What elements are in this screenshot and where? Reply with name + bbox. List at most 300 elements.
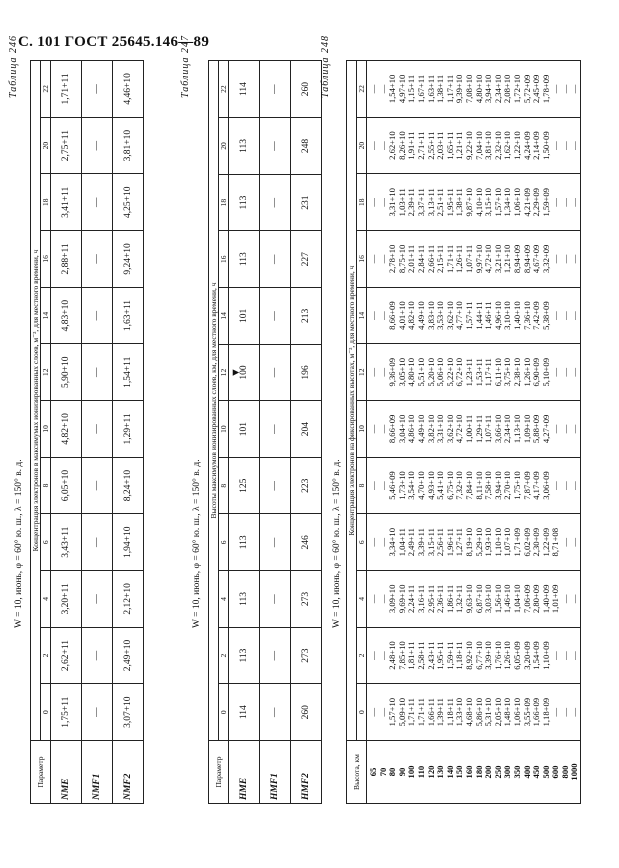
value-cell: —	[368, 651, 378, 660]
value-cell: 1,50+09	[540, 131, 551, 160]
value-cell: 1,04+10	[511, 584, 522, 614]
value-cell: —	[368, 594, 378, 604]
hour-header: 6	[357, 514, 367, 571]
hour-header: 12	[41, 344, 51, 401]
value-cell: —	[368, 197, 378, 207]
value-cell: 2,62+10	[387, 131, 398, 160]
heights-column	[367, 741, 581, 804]
value-cell: —	[82, 514, 113, 571]
value-cell: —	[260, 514, 291, 571]
value-cell: —	[569, 311, 580, 320]
value-cell: 2,01+11	[406, 244, 417, 274]
value-cell: 1,17+11	[483, 358, 494, 387]
height-value: 80	[387, 767, 398, 777]
group-header: Концентрация электронов на фиксированных высотах, м⁻³, для местного времени, ч	[347, 61, 357, 741]
value-column	[367, 571, 581, 628]
value-cell: 1,29+11	[113, 401, 144, 458]
value-cell: —	[559, 707, 570, 717]
value-cell: —	[368, 367, 378, 377]
value-cell: 1,94+10	[113, 514, 144, 571]
value-column	[367, 287, 581, 344]
value-cell: 4,10+10	[473, 188, 484, 217]
table-row	[367, 61, 581, 804]
value-cell: —	[368, 424, 378, 434]
value-cell: —	[559, 367, 570, 377]
value-cell: 5,20+10	[425, 358, 436, 387]
value-cell: —	[569, 707, 580, 717]
value-cell: 1,46+10	[502, 584, 513, 614]
value-cell: —	[559, 84, 570, 94]
value-cell: 2,32+10	[492, 131, 503, 160]
value-cell: 6,77+10	[473, 641, 484, 670]
value-cell: —	[82, 627, 113, 684]
value-cell: 9,87+10	[463, 188, 474, 217]
hour-header: 18	[219, 174, 229, 231]
value-cell: 1,54+10	[387, 74, 398, 104]
value-cell: 3,15+10	[483, 188, 494, 217]
value-cell: 260	[291, 684, 322, 741]
value-cell: —	[377, 424, 388, 434]
hour-header: 6	[219, 514, 229, 571]
value-cell: 1,07+11	[463, 244, 474, 274]
value-cell: 3,21+10	[492, 244, 503, 274]
value-cell: 3,81+10	[113, 117, 144, 174]
value-cell: 3,66+10	[492, 414, 503, 444]
value-cell: 2,43+11	[425, 641, 436, 670]
value-cell: 1,15+11	[406, 74, 417, 103]
value-cell: —	[559, 254, 570, 264]
height-value: 90	[396, 767, 407, 777]
value-cell: —	[368, 254, 378, 264]
value-cell: 2,05+10	[492, 697, 503, 727]
value-cell: 1,21+10	[502, 244, 513, 274]
table-247	[208, 60, 322, 804]
value-cell: 113	[229, 571, 260, 628]
hour-header: 4	[219, 571, 229, 628]
value-cell: 1,54+11	[113, 344, 144, 401]
value-cell: 3,34+10	[387, 527, 398, 557]
value-cell: 1,67+11	[415, 74, 426, 103]
value-cell: 1,10+10	[492, 527, 503, 557]
value-cell: 3,10+10	[502, 301, 513, 330]
value-cell: 5,72+09	[521, 74, 532, 104]
value-cell: 3,75+10	[502, 358, 513, 387]
hour-header: 8	[219, 457, 229, 514]
value-cell: —	[550, 197, 561, 207]
value-column	[367, 61, 581, 118]
value-cell: —	[368, 311, 378, 320]
value-cell: —	[368, 141, 378, 150]
value-cell: 4,72+10	[454, 414, 465, 444]
value-cell: 1,09+10	[521, 414, 532, 444]
value-cell: —	[377, 84, 388, 94]
hour-header: 16	[219, 231, 229, 288]
value-cell: 3,32+09	[540, 244, 551, 274]
value-cell: 9,39+10	[454, 74, 465, 104]
value-cell: 7,32+10	[454, 471, 465, 500]
value-cell: 1,01+09	[550, 584, 561, 614]
value-cell: 113	[229, 514, 260, 571]
value-cell: 3,54+10	[406, 471, 417, 500]
value-cell: 2,34+10	[502, 414, 513, 444]
value-column	[367, 174, 581, 231]
value-cell: 3,41+11	[51, 174, 82, 231]
table-row	[51, 61, 82, 804]
param-name: NME	[51, 741, 82, 804]
value-cell: 1,17+11	[444, 74, 455, 103]
hour-header: 6	[41, 514, 51, 571]
hour-header: 0	[357, 684, 367, 741]
value-cell: —	[260, 288, 291, 345]
value-cell: 4,80+10	[473, 74, 484, 104]
value-cell: 125	[229, 457, 260, 514]
value-cell: 4,25+10	[113, 174, 144, 231]
value-cell: 4,24+09	[521, 131, 532, 160]
value-cell: —	[569, 84, 580, 94]
value-cell: 4,97+10	[396, 74, 407, 104]
hour-header: 16	[41, 231, 51, 288]
value-cell: —	[550, 481, 561, 490]
value-cell: 3,94+10	[492, 471, 503, 500]
value-column	[367, 231, 581, 288]
value-cell: —	[559, 481, 570, 490]
value-cell: 227	[291, 231, 322, 288]
value-column	[367, 684, 581, 741]
value-cell: 1,56+10	[492, 584, 503, 614]
value-cell: 1,73+10	[396, 471, 407, 500]
hour-header: 8	[41, 457, 51, 514]
param-header: Высота, км	[347, 741, 367, 804]
table-246-caption: Таблица 246	[8, 35, 19, 98]
value-cell: —	[550, 141, 561, 150]
value-cell: 3,94+10	[483, 74, 494, 104]
value-cell: 3,81+10	[483, 131, 494, 160]
height-value: 300	[502, 765, 513, 779]
value-cell: 9,69+10	[396, 584, 407, 614]
table-246-subtitle: W = 10, июнь, φ = 60° ю. ш., λ = 150° в. д.	[14, 459, 24, 628]
value-cell: —	[368, 481, 378, 490]
value-cell: 1,95+11	[444, 188, 455, 217]
value-cell: —	[260, 61, 291, 118]
value-cell: 231	[291, 174, 322, 231]
value-cell: 213	[291, 288, 322, 345]
table-row	[260, 61, 291, 804]
value-cell: 7,58+10	[483, 471, 494, 500]
value-cell: 204	[291, 401, 322, 458]
table-247-caption: Таблица 247	[180, 35, 191, 98]
value-cell: 114	[229, 61, 260, 118]
value-cell: —	[569, 141, 580, 150]
hour-header: 20	[219, 118, 229, 175]
param-header: Параметр	[209, 741, 229, 804]
value-cell: —	[569, 481, 580, 490]
value-cell: 1,32+11	[454, 584, 465, 613]
value-cell: 1,18+09	[540, 697, 551, 727]
value-cell: —	[82, 457, 113, 514]
value-cell: 8,94+09	[521, 244, 532, 274]
value-cell: 3,31+10	[387, 188, 398, 217]
value-column	[367, 401, 581, 458]
value-column	[367, 117, 581, 174]
value-cell: 2,12+10	[113, 571, 144, 628]
value-cell: —	[82, 117, 113, 174]
value-cell: 6,87+10	[473, 584, 484, 614]
hour-header: 10	[357, 401, 367, 458]
value-cell: 1,40+10	[511, 301, 522, 330]
value-cell: 3,16+11	[415, 584, 426, 613]
value-cell: 2,14+09	[531, 131, 542, 160]
value-cell: 3,82+10	[425, 414, 436, 444]
value-cell: 1,53+11	[473, 358, 484, 387]
value-cell: 1,34+10	[502, 188, 513, 217]
value-cell: —	[550, 254, 561, 264]
value-cell: 3,06+09	[540, 471, 551, 500]
value-cell: 1,04+11	[396, 528, 407, 557]
value-cell: 5,51+10	[415, 358, 426, 387]
hour-header: 10	[41, 401, 51, 458]
hour-header: 0	[41, 684, 51, 741]
value-cell: —	[260, 174, 291, 231]
value-cell: 1,21+11	[454, 131, 465, 160]
value-cell: 4,83+10	[51, 287, 82, 344]
value-cell: 3,03+10	[483, 584, 494, 614]
value-cell: 8,92+10	[463, 641, 474, 670]
value-cell: 3,62+10	[444, 414, 455, 444]
value-cell: 3,37+11	[415, 188, 426, 217]
value-cell: 7,06+09	[521, 584, 532, 614]
value-cell: 1,29+11	[473, 414, 484, 443]
value-cell: 1,38+11	[435, 74, 446, 103]
value-cell: —	[377, 367, 388, 377]
value-cell: 2,95+11	[425, 584, 436, 613]
value-cell: 3,43+11	[51, 514, 82, 571]
value-cell: 2,88+11	[51, 231, 82, 288]
value-cell: 4,86+10	[406, 414, 417, 444]
value-cell: 1,22+10	[511, 131, 522, 160]
value-cell: —	[260, 231, 291, 288]
value-cell: 1,38+11	[454, 188, 465, 217]
hour-header: 2	[219, 627, 229, 684]
value-cell: 9,97+10	[473, 244, 484, 274]
value-cell: —	[569, 651, 580, 660]
value-cell: 113	[229, 118, 260, 175]
value-cell: 3,15+11	[425, 528, 436, 557]
value-cell: 5,88+09	[531, 414, 542, 444]
value-cell: 8,66+09	[387, 301, 398, 330]
value-cell: —	[559, 594, 570, 604]
value-cell: 4,72+10	[483, 244, 494, 274]
value-cell: 7,42+09	[531, 301, 542, 330]
table-248-caption: Таблица 248	[320, 35, 331, 98]
value-cell: —	[260, 571, 291, 628]
value-cell: 2,03+11	[435, 131, 446, 160]
value-cell: 9,22+10	[463, 131, 474, 160]
value-cell: 6,02+09	[521, 527, 532, 557]
value-cell: 5,86+10	[473, 697, 484, 727]
stray-mark: ▼	[230, 367, 242, 378]
value-cell: —	[569, 197, 580, 207]
value-cell: —	[559, 424, 570, 434]
value-cell: —	[82, 231, 113, 288]
param-name: HMF1	[260, 741, 291, 804]
value-cell: 4,67+09	[531, 244, 542, 274]
value-cell: —	[82, 287, 113, 344]
value-cell: 6,72+10	[454, 358, 465, 387]
value-cell: 1,72+10	[511, 74, 522, 104]
value-cell: 4,70+10	[415, 471, 426, 500]
param-name: HMF2	[291, 741, 322, 804]
value-cell: —	[559, 651, 570, 660]
value-cell: 1,40+09	[540, 584, 551, 614]
value-cell: —	[82, 344, 113, 401]
value-cell: —	[569, 537, 580, 547]
value-cell: 2,39+11	[406, 188, 417, 217]
value-cell: 4,46+10	[113, 61, 144, 118]
value-cell: —	[260, 627, 291, 684]
param-name: NMF2	[113, 741, 144, 804]
height-value: 350	[511, 765, 522, 779]
value-cell: 4,82+10	[51, 401, 82, 458]
table-row	[291, 61, 322, 804]
value-cell: 1,18+11	[454, 641, 465, 670]
height-value: 450	[531, 765, 542, 779]
value-cell: 273	[291, 627, 322, 684]
value-cell: 1,27+11	[454, 528, 465, 557]
value-cell: 4,80+10	[406, 358, 417, 387]
value-cell: 2,38+10	[511, 358, 522, 387]
value-cell: 1,06+10	[511, 697, 522, 727]
value-cell: 3,83+10	[425, 301, 436, 330]
value-column	[367, 514, 581, 571]
value-cell: 4,93+10	[425, 471, 436, 500]
height-value: 600	[550, 765, 561, 779]
value-cell: 1,71+09	[511, 527, 522, 557]
value-cell: 6,90+09	[531, 358, 542, 387]
value-cell: —	[82, 571, 113, 628]
value-cell: 1,22+09	[540, 527, 551, 557]
value-cell: 2,45+09	[531, 74, 542, 104]
value-cell: —	[377, 651, 388, 660]
value-cell: 7,08+10	[463, 74, 474, 104]
value-cell: 1,66+11	[425, 698, 436, 727]
value-cell: 2,84+11	[415, 244, 426, 274]
value-cell: 1,57+10	[492, 188, 503, 217]
value-cell: 1,81+11	[406, 641, 417, 670]
value-cell: 1,26+10	[502, 641, 513, 670]
value-cell: 4,01+10	[396, 301, 407, 330]
value-cell: 1,33+10	[454, 697, 465, 727]
value-cell: —	[368, 707, 378, 717]
hour-header: 12	[219, 344, 229, 401]
value-cell: —	[82, 61, 113, 118]
value-cell: 2,78+10	[387, 244, 398, 274]
value-cell: —	[569, 254, 580, 264]
value-cell: 1,71+11	[406, 698, 417, 727]
hour-header: 14	[41, 287, 51, 344]
value-cell: 2,24+11	[406, 584, 417, 613]
value-cell: 4,96+10	[492, 301, 503, 330]
value-cell: 8,75+10	[396, 244, 407, 274]
group-header: Высоты максимумов ионизированных слоев, км, для местного времени, ч	[209, 61, 219, 741]
height-value: 120	[425, 765, 436, 779]
value-cell: —	[260, 344, 291, 401]
table-row	[82, 61, 113, 804]
value-cell: 1,62+10	[502, 131, 513, 160]
value-cell: 1,86+11	[444, 584, 455, 613]
value-cell: 1,00+11	[463, 414, 474, 443]
hour-header: 12	[357, 344, 367, 401]
value-cell: —	[377, 141, 388, 150]
value-cell: 101	[229, 288, 260, 345]
value-cell: 4,21+09	[521, 188, 532, 217]
value-cell: 2,49+11	[406, 528, 417, 557]
value-cell: 8,71+08	[550, 527, 561, 557]
hour-header: 22	[219, 61, 229, 118]
value-cell: 9,24+10	[113, 231, 144, 288]
value-cell: —	[550, 651, 561, 660]
value-cell: —	[550, 367, 561, 377]
value-cell: 1,23+11	[463, 358, 474, 387]
value-cell: 4,27+09	[540, 414, 551, 444]
value-cell: —	[559, 537, 570, 547]
value-cell: 4,17+09	[531, 471, 542, 500]
value-cell: 9,63+10	[463, 584, 474, 614]
value-cell: 3,39+10	[483, 641, 494, 670]
height-value: 500	[540, 765, 551, 779]
value-cell: 1,46+11	[483, 301, 494, 330]
value-cell: 1,39+11	[435, 698, 446, 727]
height-value: 250	[492, 765, 503, 779]
group-header: Концентрация электронов в максимумах ионизированных слоев, м⁻³, для местного времени, ч	[31, 61, 41, 741]
value-cell: 3,39+11	[415, 528, 426, 557]
value-cell: 8,26+10	[396, 131, 407, 160]
height-value: 160	[463, 765, 474, 779]
value-cell: —	[368, 84, 378, 94]
value-cell: 2,36+11	[435, 584, 446, 613]
value-column	[367, 457, 581, 514]
value-cell: —	[550, 311, 561, 320]
value-cell: 6,05+09	[511, 641, 522, 670]
value-cell: 7,84+10	[463, 471, 474, 500]
value-cell: 1,65+11	[444, 131, 455, 160]
height-value: 1000	[569, 763, 580, 781]
value-cell: 2,70+10	[502, 471, 513, 500]
value-cell: 3,09+10	[387, 584, 398, 614]
value-cell: 1,26+11	[454, 244, 465, 274]
table-248-subtitle: W = 10, июнь, φ = 60° ю. ш., λ = 150° в. д.	[332, 459, 342, 628]
hour-header: 16	[357, 231, 367, 288]
value-cell: 1,07+10	[502, 527, 513, 557]
value-cell: 4,77+10	[454, 301, 465, 330]
value-cell: 223	[291, 457, 322, 514]
value-cell: 2,56+11	[435, 528, 446, 557]
value-cell: 1,75+10	[511, 471, 522, 500]
hour-header: 2	[357, 627, 367, 684]
value-cell: 113	[229, 627, 260, 684]
value-cell: 2,51+11	[435, 188, 446, 217]
value-cell: —	[377, 311, 388, 320]
height-value: 70	[377, 767, 388, 777]
value-cell: 8,94+09	[511, 244, 522, 274]
value-cell: —	[569, 424, 580, 434]
value-cell: 1,54+09	[531, 641, 542, 670]
hour-header: 2	[41, 627, 51, 684]
value-cell: 1,57+10	[387, 697, 398, 727]
value-cell: 100	[229, 344, 260, 401]
hour-header: 4	[41, 571, 51, 628]
value-cell: 1,59+11	[444, 641, 455, 670]
height-value: 65	[368, 767, 378, 777]
